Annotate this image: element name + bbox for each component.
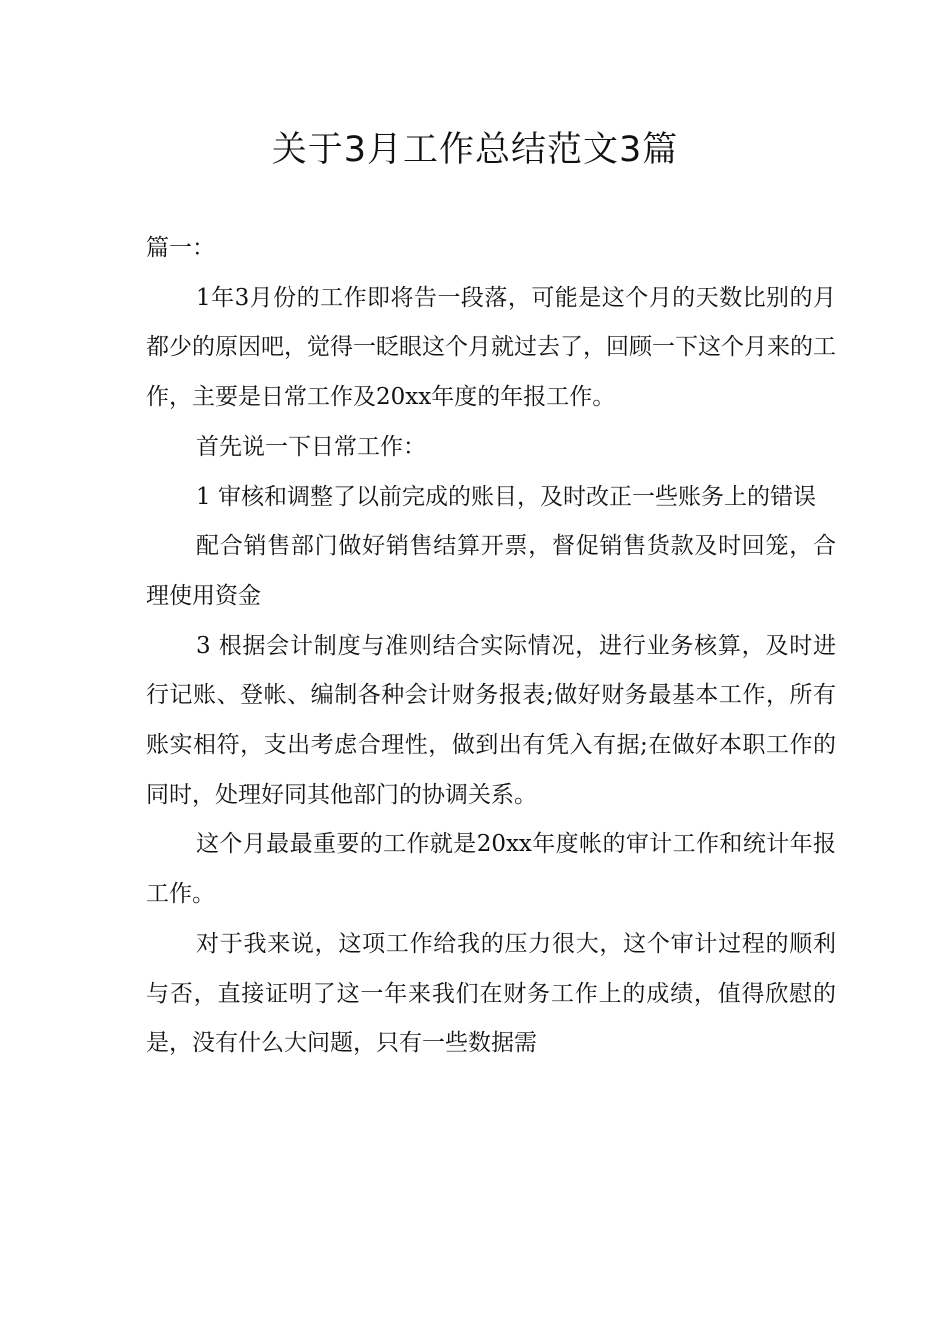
- document-body: [146, 224, 836, 1069]
- document-title: 关于3月工作总结范文3篇: [271, 130, 679, 170]
- paragraph: 对于我来说，这项工作给我的压力很大，这个审计过程的顺利与否，直接证明了这一年来我们在财务工作上的成绩，值得欣慰的是，没有什么大问题，只有一些数据需: [146, 930, 836, 1057]
- paragraph: 这个月最最重要的工作就是20xx年度帐的审计工作和统计年报工作。: [146, 831, 836, 908]
- paragraph: 1年3月份的工作即将告一段落，可能是这个月的天数比别的月都少的原因吧，觉得一眨眼这个月就过去了，回顾一下这个月来的工作，主要是日常工作及20xx年度的年报工作。: [146, 284, 836, 411]
- paragraph: 3 根据会计制度与准则结合实际情况，进行业务核算，及时进行记账、登帐、编制各种会计财务报表;做好财务最基本工作，所有账实相符，支出考虑合理性，做到出有凭入有据;在做好本职工作的同时，处理好同其他部门的协调关系。: [146, 632, 836, 808]
- paragraph: 首先说一下日常工作：: [196, 433, 426, 460]
- paragraph: 配合销售部门做好销售结算开票，督促销售货款及时回笼，合理使用资金: [146, 533, 836, 609]
- section-heading: 篇一：: [146, 235, 215, 261]
- paragraph: 1 审核和调整了以前完成的账目，及时改正一些账务上的错误: [196, 483, 816, 510]
